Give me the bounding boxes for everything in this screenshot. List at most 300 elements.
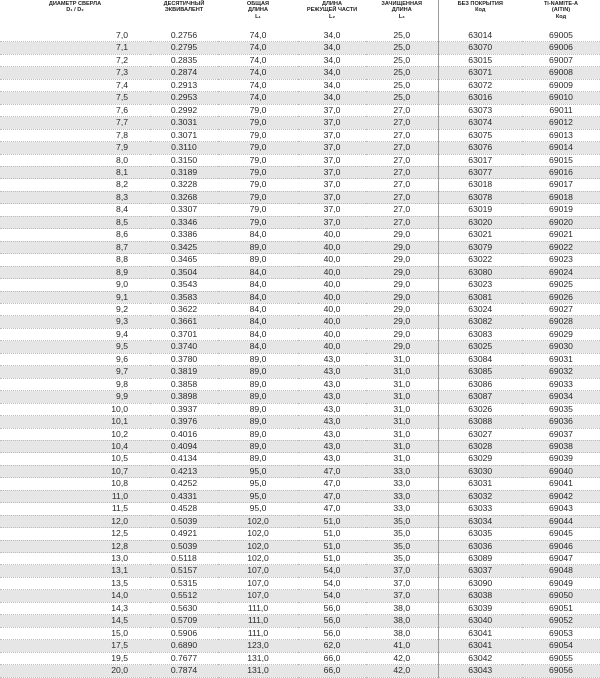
cell-cleared-length: 35,0 (366, 528, 438, 540)
cell-uncoated-code: 63074 (438, 117, 522, 129)
cell-cutting-length: 43,0 (298, 440, 366, 452)
cell-overall-length: 123,0 (218, 640, 298, 652)
cell-uncoated-code: 63071 (438, 67, 522, 79)
cell-cutting-length: 40,0 (298, 229, 366, 241)
cell-uncoated-code: 63085 (438, 366, 522, 378)
cell-overall-length: 107,0 (218, 590, 298, 602)
cell-cleared-length: 29,0 (366, 266, 438, 278)
cell-uncoated-code: 63072 (438, 79, 522, 91)
cell-cutting-length: 43,0 (298, 416, 366, 428)
cell-tinamite-code: 69045 (522, 528, 600, 540)
cell-cleared-length: 25,0 (366, 54, 438, 66)
cell-uncoated-code: 63087 (438, 391, 522, 403)
cell-uncoated-code: 63022 (438, 254, 522, 266)
cell-diameter: 7,2 (0, 54, 150, 66)
table-row (0, 104, 600, 116)
cell-cleared-length: 33,0 (366, 478, 438, 490)
cell-uncoated-code: 63043 (438, 665, 522, 677)
cell-decimal: 0.5315 (150, 577, 218, 589)
cell-cutting-length: 34,0 (298, 30, 366, 42)
cell-tinamite-code: 69052 (522, 615, 600, 627)
cell-cutting-length: 40,0 (298, 341, 366, 353)
cell-tinamite-code: 69038 (522, 440, 600, 452)
cell-cleared-length: 29,0 (366, 241, 438, 253)
table-row (0, 266, 600, 278)
cell-overall-length: 89,0 (218, 440, 298, 452)
cell-uncoated-code: 63020 (438, 216, 522, 228)
cell-overall-length: 89,0 (218, 428, 298, 440)
table-row (0, 590, 600, 602)
table-row (0, 117, 600, 129)
cell-diameter: 10,0 (0, 403, 150, 415)
cell-uncoated-code: 63080 (438, 266, 522, 278)
cell-uncoated-code: 63076 (438, 142, 522, 154)
cell-uncoated-code: 63042 (438, 652, 522, 664)
cell-uncoated-code: 63029 (438, 453, 522, 465)
cell-decimal: 0.2913 (150, 79, 218, 91)
cell-overall-length: 102,0 (218, 553, 298, 565)
cell-tinamite-code: 69042 (522, 490, 600, 502)
table-row (0, 303, 600, 315)
cell-cutting-length: 40,0 (298, 266, 366, 278)
cell-overall-length: 84,0 (218, 316, 298, 328)
table-row (0, 67, 600, 79)
cell-decimal: 0.3307 (150, 204, 218, 216)
cell-cleared-length: 29,0 (366, 279, 438, 291)
cell-uncoated-code: 63018 (438, 179, 522, 191)
header-cleared-length: ЗАЧИЩЕННАЯ ДЛИНА L₃ (381, 1, 423, 20)
cell-decimal: 0.3780 (150, 353, 218, 365)
cell-cleared-length: 29,0 (366, 316, 438, 328)
cell-overall-length: 111,0 (218, 602, 298, 614)
cell-decimal: 0.3268 (150, 191, 218, 203)
table-row (0, 615, 600, 627)
cell-tinamite-code: 69053 (522, 627, 600, 639)
cell-overall-length: 131,0 (218, 652, 298, 664)
cell-cutting-length: 40,0 (298, 328, 366, 340)
table-row (0, 428, 600, 440)
cell-cutting-length: 37,0 (298, 117, 366, 129)
cell-decimal: 0.3937 (150, 403, 218, 415)
cell-decimal: 0.3386 (150, 229, 218, 241)
cell-overall-length: 95,0 (218, 465, 298, 477)
cell-tinamite-code: 69008 (522, 67, 600, 79)
cell-cleared-length: 31,0 (366, 453, 438, 465)
cell-decimal: 0.5157 (150, 565, 218, 577)
cell-overall-length: 84,0 (218, 279, 298, 291)
cell-uncoated-code: 63078 (438, 191, 522, 203)
cell-tinamite-code: 69020 (522, 216, 600, 228)
cell-cutting-length: 37,0 (298, 104, 366, 116)
cell-decimal: 0.7874 (150, 665, 218, 677)
cell-diameter: 9,0 (0, 279, 150, 291)
cell-overall-length: 74,0 (218, 30, 298, 42)
cell-decimal: 0.4016 (150, 428, 218, 440)
cell-overall-length: 74,0 (218, 54, 298, 66)
cell-cleared-length: 35,0 (366, 553, 438, 565)
cell-diameter: 10,5 (0, 453, 150, 465)
table-row (0, 30, 600, 42)
cell-cutting-length: 34,0 (298, 42, 366, 54)
header-row (0, 0, 600, 30)
cell-cleared-length: 31,0 (366, 378, 438, 390)
cell-diameter: 8,6 (0, 229, 150, 241)
cell-decimal: 0.3150 (150, 154, 218, 166)
cell-diameter: 8,0 (0, 154, 150, 166)
cell-overall-length: 84,0 (218, 328, 298, 340)
cell-overall-length: 79,0 (218, 191, 298, 203)
cell-diameter: 8,2 (0, 179, 150, 191)
cell-overall-length: 84,0 (218, 303, 298, 315)
cell-tinamite-code: 69051 (522, 602, 600, 614)
cell-cleared-length: 31,0 (366, 353, 438, 365)
cell-cutting-length: 66,0 (298, 665, 366, 677)
table-row (0, 577, 600, 589)
cell-overall-length: 89,0 (218, 391, 298, 403)
table-row (0, 478, 600, 490)
table-row (0, 378, 600, 390)
cell-cleared-length: 27,0 (366, 166, 438, 178)
cell-decimal: 0.3661 (150, 316, 218, 328)
cell-diameter: 14,0 (0, 590, 150, 602)
cell-diameter: 7,7 (0, 117, 150, 129)
cell-cleared-length: 37,0 (366, 577, 438, 589)
cell-cutting-length: 43,0 (298, 453, 366, 465)
cell-tinamite-code: 69049 (522, 577, 600, 589)
cell-cleared-length: 31,0 (366, 391, 438, 403)
cell-uncoated-code: 63035 (438, 528, 522, 540)
cell-overall-length: 107,0 (218, 577, 298, 589)
table-row (0, 503, 600, 515)
cell-decimal: 0.3465 (150, 254, 218, 266)
cell-cleared-length: 42,0 (366, 652, 438, 664)
cell-tinamite-code: 69010 (522, 92, 600, 104)
cell-cutting-length: 47,0 (298, 490, 366, 502)
cell-cutting-length: 51,0 (298, 540, 366, 552)
cell-cleared-length: 37,0 (366, 590, 438, 602)
table-row (0, 316, 600, 328)
cell-overall-length: 79,0 (218, 154, 298, 166)
cell-decimal: 0.4528 (150, 503, 218, 515)
cell-uncoated-code: 63019 (438, 204, 522, 216)
cell-tinamite-code: 69043 (522, 503, 600, 515)
cell-uncoated-code: 63082 (438, 316, 522, 328)
cell-cleared-length: 27,0 (366, 142, 438, 154)
table-row (0, 166, 600, 178)
cell-uncoated-code: 63084 (438, 353, 522, 365)
cell-diameter: 8,8 (0, 254, 150, 266)
cell-uncoated-code: 63041 (438, 627, 522, 639)
cell-uncoated-code: 63025 (438, 341, 522, 353)
cell-cutting-length: 40,0 (298, 316, 366, 328)
cell-tinamite-code: 69007 (522, 54, 600, 66)
cell-decimal: 0.3071 (150, 129, 218, 141)
cell-uncoated-code: 63077 (438, 166, 522, 178)
cell-cutting-length: 62,0 (298, 640, 366, 652)
cell-uncoated-code: 63079 (438, 241, 522, 253)
cell-cutting-length: 56,0 (298, 627, 366, 639)
cell-overall-length: 84,0 (218, 229, 298, 241)
cell-cleared-length: 27,0 (366, 104, 438, 116)
cell-decimal: 0.3976 (150, 416, 218, 428)
cell-cutting-length: 34,0 (298, 67, 366, 79)
cell-uncoated-code: 63075 (438, 129, 522, 141)
cell-overall-length: 79,0 (218, 179, 298, 191)
table-row (0, 565, 600, 577)
cell-diameter: 7,8 (0, 129, 150, 141)
cell-overall-length: 89,0 (218, 378, 298, 390)
cell-tinamite-code: 69039 (522, 453, 600, 465)
cell-cutting-length: 34,0 (298, 79, 366, 91)
cell-cutting-length: 37,0 (298, 179, 366, 191)
table-row (0, 142, 600, 154)
cell-cleared-length: 27,0 (366, 117, 438, 129)
cell-cleared-length: 38,0 (366, 615, 438, 627)
cell-tinamite-code: 69011 (522, 104, 600, 116)
table-row (0, 665, 600, 677)
cell-uncoated-code: 63038 (438, 590, 522, 602)
cell-diameter: 11,5 (0, 503, 150, 515)
table-row (0, 627, 600, 639)
cell-cleared-length: 25,0 (366, 67, 438, 79)
cell-tinamite-code: 69017 (522, 179, 600, 191)
cell-uncoated-code: 63040 (438, 615, 522, 627)
cell-tinamite-code: 69016 (522, 166, 600, 178)
cell-diameter: 10,7 (0, 465, 150, 477)
cell-decimal: 0.4252 (150, 478, 218, 490)
cell-overall-length: 79,0 (218, 142, 298, 154)
cell-uncoated-code: 63034 (438, 515, 522, 527)
cell-cutting-length: 47,0 (298, 478, 366, 490)
cell-tinamite-code: 69029 (522, 328, 600, 340)
cell-cleared-length: 29,0 (366, 291, 438, 303)
cell-cleared-length: 29,0 (366, 254, 438, 266)
cell-tinamite-code: 69018 (522, 191, 600, 203)
cell-overall-length: 89,0 (218, 403, 298, 415)
cell-cleared-length: 38,0 (366, 627, 438, 639)
cell-decimal: 0.5039 (150, 540, 218, 552)
cell-diameter: 9,6 (0, 353, 150, 365)
cell-diameter: 13,1 (0, 565, 150, 577)
cell-decimal: 0.3740 (150, 341, 218, 353)
cell-overall-length: 102,0 (218, 515, 298, 527)
table-row (0, 229, 600, 241)
cell-cleared-length: 29,0 (366, 341, 438, 353)
cell-uncoated-code: 63030 (438, 465, 522, 477)
cell-uncoated-code: 63016 (438, 92, 522, 104)
cell-diameter: 7,3 (0, 67, 150, 79)
cell-diameter: 14,3 (0, 602, 150, 614)
cell-cleared-length: 25,0 (366, 79, 438, 91)
cell-cutting-length: 43,0 (298, 428, 366, 440)
cell-overall-length: 89,0 (218, 353, 298, 365)
cell-cleared-length: 27,0 (366, 129, 438, 141)
cell-cutting-length: 40,0 (298, 279, 366, 291)
cell-decimal: 0.3110 (150, 142, 218, 154)
cell-decimal: 0.3425 (150, 241, 218, 253)
table-row (0, 465, 600, 477)
cell-cleared-length: 25,0 (366, 42, 438, 54)
cell-decimal: 0.3622 (150, 303, 218, 315)
cell-diameter: 13,0 (0, 553, 150, 565)
cell-cutting-length: 40,0 (298, 303, 366, 315)
cell-cutting-length: 43,0 (298, 366, 366, 378)
cell-uncoated-code: 63088 (438, 416, 522, 428)
cell-diameter: 12,0 (0, 515, 150, 527)
cell-cutting-length: 54,0 (298, 590, 366, 602)
cell-tinamite-code: 69046 (522, 540, 600, 552)
cell-diameter: 10,1 (0, 416, 150, 428)
cell-decimal: 0.3898 (150, 391, 218, 403)
cell-cutting-length: 43,0 (298, 378, 366, 390)
cell-decimal: 0.3583 (150, 291, 218, 303)
cell-cleared-length: 33,0 (366, 465, 438, 477)
cell-cleared-length: 27,0 (366, 179, 438, 191)
cell-tinamite-code: 69041 (522, 478, 600, 490)
cell-decimal: 0.3228 (150, 179, 218, 191)
cell-decimal: 0.3189 (150, 166, 218, 178)
cell-overall-length: 107,0 (218, 565, 298, 577)
cell-uncoated-code: 63028 (438, 440, 522, 452)
cell-tinamite-code: 69027 (522, 303, 600, 315)
cell-overall-length: 131,0 (218, 665, 298, 677)
cell-decimal: 0.5118 (150, 553, 218, 565)
cell-uncoated-code: 63039 (438, 602, 522, 614)
table-row (0, 79, 600, 91)
cell-uncoated-code: 63070 (438, 42, 522, 54)
cell-uncoated-code: 63083 (438, 328, 522, 340)
cell-cutting-length: 37,0 (298, 154, 366, 166)
table-row (0, 92, 600, 104)
cell-tinamite-code: 69050 (522, 590, 600, 602)
cell-decimal: 0.4921 (150, 528, 218, 540)
header-cutting-length: ДЛИНА РЕЖУЩЕЙ ЧАСТИ L₂ (306, 1, 358, 20)
cell-cleared-length: 31,0 (366, 403, 438, 415)
cell-tinamite-code: 69034 (522, 391, 600, 403)
cell-tinamite-code: 69047 (522, 553, 600, 565)
table-row (0, 328, 600, 340)
cell-uncoated-code: 63089 (438, 553, 522, 565)
cell-overall-length: 89,0 (218, 366, 298, 378)
table-row (0, 254, 600, 266)
cell-decimal: 0.3504 (150, 266, 218, 278)
cell-cleared-length: 35,0 (366, 515, 438, 527)
table-row (0, 129, 600, 141)
cell-tinamite-code: 69055 (522, 652, 600, 664)
cell-tinamite-code: 69036 (522, 416, 600, 428)
cell-overall-length: 95,0 (218, 478, 298, 490)
cell-tinamite-code: 69012 (522, 117, 600, 129)
cell-decimal: 0.2795 (150, 42, 218, 54)
cell-tinamite-code: 69044 (522, 515, 600, 527)
cell-overall-length: 74,0 (218, 67, 298, 79)
cell-tinamite-code: 69048 (522, 565, 600, 577)
table-row (0, 416, 600, 428)
cell-diameter: 8,5 (0, 216, 150, 228)
cell-decimal: 0.3543 (150, 279, 218, 291)
table-row (0, 241, 600, 253)
cell-decimal: 0.5630 (150, 602, 218, 614)
cell-uncoated-code: 63031 (438, 478, 522, 490)
cell-tinamite-code: 69023 (522, 254, 600, 266)
cell-overall-length: 89,0 (218, 453, 298, 465)
cell-cleared-length: 25,0 (366, 30, 438, 42)
cell-uncoated-code: 63073 (438, 104, 522, 116)
cell-cleared-length: 31,0 (366, 428, 438, 440)
cell-diameter: 15,0 (0, 627, 150, 639)
cell-cutting-length: 37,0 (298, 129, 366, 141)
table-row (0, 553, 600, 565)
table-row (0, 515, 600, 527)
table-row (0, 602, 600, 614)
header-uncoated-code: БЕЗ ПОКРЫТИЯ Код (438, 0, 522, 30)
cell-diameter: 7,0 (0, 30, 150, 42)
cell-cleared-length: 25,0 (366, 92, 438, 104)
cell-overall-length: 79,0 (218, 166, 298, 178)
cell-tinamite-code: 69026 (522, 291, 600, 303)
cell-diameter: 9,5 (0, 341, 150, 353)
header-tinamite-code: Ti-NAMITE-A (AlTiN) Код (543, 1, 579, 20)
cell-overall-length: 111,0 (218, 627, 298, 639)
cell-cutting-length: 54,0 (298, 565, 366, 577)
cell-tinamite-code: 69021 (522, 229, 600, 241)
cell-diameter: 8,1 (0, 166, 150, 178)
cell-cutting-length: 43,0 (298, 403, 366, 415)
cell-overall-length: 84,0 (218, 341, 298, 353)
cell-diameter: 9,9 (0, 391, 150, 403)
cell-diameter: 19,5 (0, 652, 150, 664)
cell-diameter: 8,9 (0, 266, 150, 278)
cell-cleared-length: 35,0 (366, 540, 438, 552)
cell-overall-length: 84,0 (218, 291, 298, 303)
cell-overall-length: 95,0 (218, 503, 298, 515)
cell-diameter: 9,7 (0, 366, 150, 378)
cell-cutting-length: 51,0 (298, 515, 366, 527)
cell-tinamite-code: 69032 (522, 366, 600, 378)
cell-overall-length: 89,0 (218, 254, 298, 266)
cell-decimal: 0.2835 (150, 54, 218, 66)
cell-overall-length: 84,0 (218, 266, 298, 278)
table-row (0, 528, 600, 540)
cell-tinamite-code: 69014 (522, 142, 600, 154)
cell-tinamite-code: 69054 (522, 640, 600, 652)
table-row (0, 453, 600, 465)
table-row (0, 391, 600, 403)
cell-decimal: 0.3858 (150, 378, 218, 390)
cell-cutting-length: 56,0 (298, 615, 366, 627)
cell-decimal: 0.5906 (150, 627, 218, 639)
cell-decimal: 0.4094 (150, 440, 218, 452)
cell-cutting-length: 51,0 (298, 553, 366, 565)
cell-overall-length: 79,0 (218, 117, 298, 129)
cell-decimal: 0.2874 (150, 67, 218, 79)
cell-diameter: 9,1 (0, 291, 150, 303)
cell-uncoated-code: 63024 (438, 303, 522, 315)
cell-diameter: 9,3 (0, 316, 150, 328)
cell-cleared-length: 33,0 (366, 503, 438, 515)
table-row (0, 54, 600, 66)
cell-uncoated-code: 63026 (438, 403, 522, 415)
cell-cleared-length: 29,0 (366, 229, 438, 241)
cell-tinamite-code: 69013 (522, 129, 600, 141)
cell-tinamite-code: 69030 (522, 341, 600, 353)
table-row (0, 403, 600, 415)
cell-tinamite-code: 69009 (522, 79, 600, 91)
cell-overall-length: 74,0 (218, 42, 298, 54)
table-row (0, 540, 600, 552)
table-row (0, 154, 600, 166)
cell-decimal: 0.4213 (150, 465, 218, 477)
